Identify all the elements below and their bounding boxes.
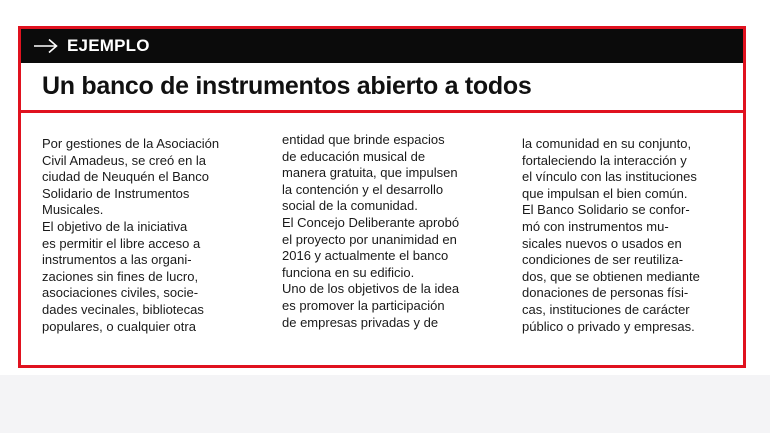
page-background-band xyxy=(0,375,770,433)
kicker-label: EJEMPLO xyxy=(67,36,150,55)
body-column-2: entidad que brinde espacios de educación musical de manera gratuita, que impulsen la contención y el desarrollo social de la comunidad. El Concejo Deliberante aprobó el proyecto por unanimidad en 2016 y actualmente el banco funciona en su edificio. Uno de los objetivos de la idea es promover la participación de empresas privadas y de xyxy=(282,132,460,330)
headline: Un banco de instrumentos abierto a todos xyxy=(42,72,532,100)
body-column-1: Por gestiones de la Asociación Civil Amadeus, se creó en la ciudad de Neuquén el Banco Solidario de Instrumentos Musicales. El objetivo de la iniciativa es permitir el libre acceso a instrumentos a las organi- zaciones sin fines de lucro, asociaciones civiles, socie- dades vecinales, bibliotecas populares, o cualquier otra xyxy=(42,136,220,334)
headline-row xyxy=(21,63,743,113)
arrow-right-icon xyxy=(33,38,59,54)
info-box xyxy=(18,26,746,368)
kicker-bar xyxy=(21,29,743,63)
body-column-3: la comunidad en su conjunto, fortaleciendo la interacción y el vínculo con las instituciones que impulsan el bien común. El Banco Solidario se confor- mó con instrumentos mu- sicales nuevos o usados en condiciones de ser reutiliza- dos, que se obtienen mediante donaciones de personas físi- cas, instituciones de carácter público o privado y empresas. xyxy=(522,136,700,334)
